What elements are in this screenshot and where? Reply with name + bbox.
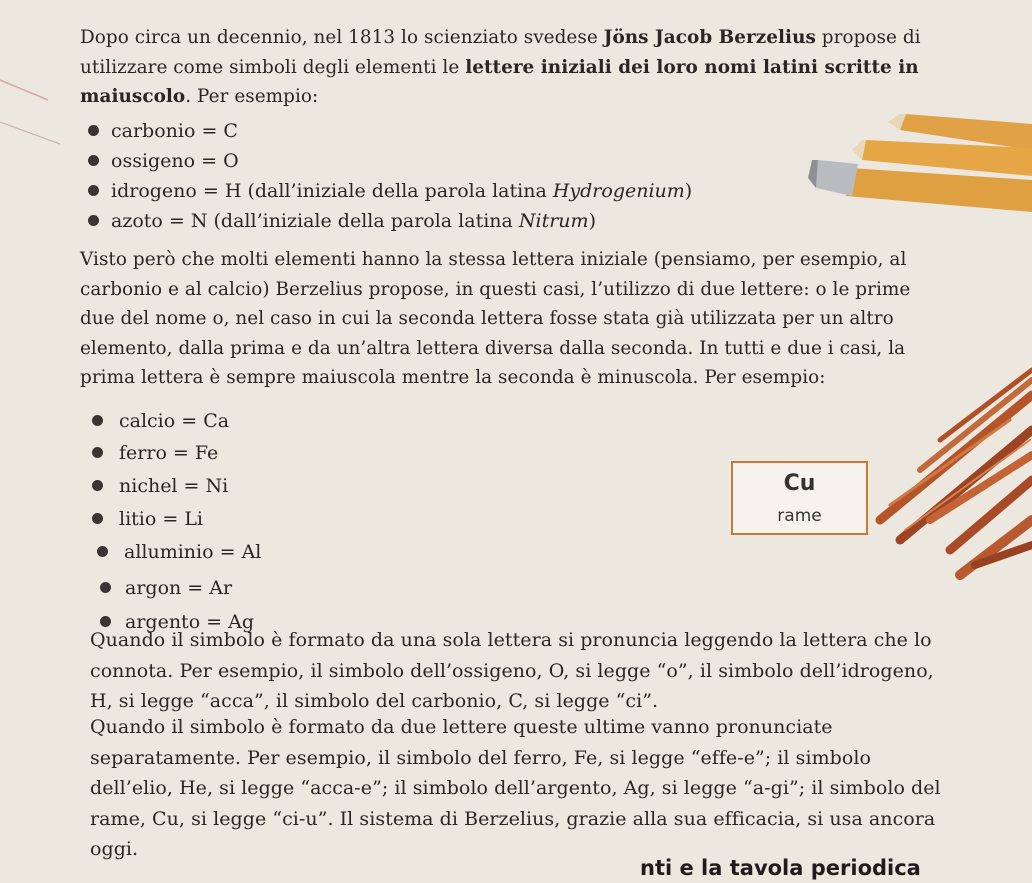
intro-text: Dopo circa un decennio, nel 1813 lo scienziato svedese [80, 27, 604, 48]
bullet-icon [88, 125, 99, 136]
scientist-name: Jöns Jacob Berzelius [603, 27, 816, 48]
margin-line [0, 122, 60, 144]
element-entry: ossigeno = O [111, 150, 239, 172]
bullet-icon [92, 480, 103, 491]
intro-paragraph [80, 23, 940, 112]
element-entry: azoto = N (dall’iniziale della parola latina Nitrum) [111, 210, 596, 232]
intro-text: propose di utilizzare come simboli degli elementi le [80, 27, 921, 78]
two-letter-pronunciation-paragraph: Quando il simbolo è formato da due lettere queste ultime vanno pronunciate separatamente. Per esempio, il simbolo del ferro, Fe, si legge “effe-e”; il simbolo dell’elio, He, si legge “acca-e”; il simbolo dell’argento, Ag, si legge “a-gi”; il simbolo del rame, Cu, si legge “ci-u”. Il sistema di Berzelius, grazie alla sua efficacia, si usa ancora oggi. [90, 716, 941, 860]
intro-text: . Per esempio: [185, 86, 319, 108]
bullet-icon [100, 582, 111, 593]
element-entry: litio = Li [119, 508, 204, 530]
element-symbol: Cu [783, 471, 816, 496]
page-footer-title: nti e la tavola periodica [640, 856, 921, 880]
bullet-icon [92, 415, 103, 426]
two-letter-rule-paragraph: Visto però che molti elementi hanno la stessa lettera iniziale (pensiamo, per esempio, al carbonio e al calcio) Berzelius propose, in questi casi, l’utilizzo di due lettere: o le prime due del nome o, nel caso in cui la seconda lettera fosse stata già utilizzata per un altro elemento, dalla prima e da un’altra lettera diversa dalla seconda. In tutti e due i casi, la prima lettera è sempre maiuscola mentre la seconda è minuscola. Per esempio: [80, 249, 911, 389]
element-entry: ferro = Fe [119, 442, 219, 464]
element-name: rame [777, 506, 822, 526]
bullet-icon [92, 513, 103, 524]
margin-line [0, 80, 48, 100]
element-entry: nichel = Ni [119, 475, 229, 497]
copper-wires-photo [880, 370, 1032, 575]
element-entry: argento = Ag [125, 611, 255, 633]
key-phrase: lettere iniziali dei loro nomi latini scritte in maiuscolo [80, 56, 919, 108]
element-entry: carbonio = C [111, 120, 238, 142]
bullet-icon [97, 546, 108, 557]
pencils-photo [808, 114, 1032, 212]
element-entry: alluminio = Al [124, 541, 262, 563]
element-card-copper [731, 461, 868, 535]
element-entry: calcio = Ca [119, 410, 230, 432]
bullet-icon [88, 155, 99, 166]
single-letter-pronunciation-paragraph: Quando il simbolo è formato da una sola lettera si pronuncia leggendo la lettera che lo connota. Per esempio, il simbolo dell’ossigeno, O, si legge “o”, il simbolo dell’idrogeno, H, si legge “acca”, il simbolo del carbonio, C, si legge “ci”. [90, 629, 934, 712]
bullet-icon [92, 447, 103, 458]
bullet-icon [88, 185, 99, 196]
element-entry: idrogeno = H (dall’iniziale della parola latina Hydrogenium) [111, 180, 693, 202]
element-entry: argon = Ar [125, 577, 233, 599]
bullet-icon [88, 215, 99, 226]
